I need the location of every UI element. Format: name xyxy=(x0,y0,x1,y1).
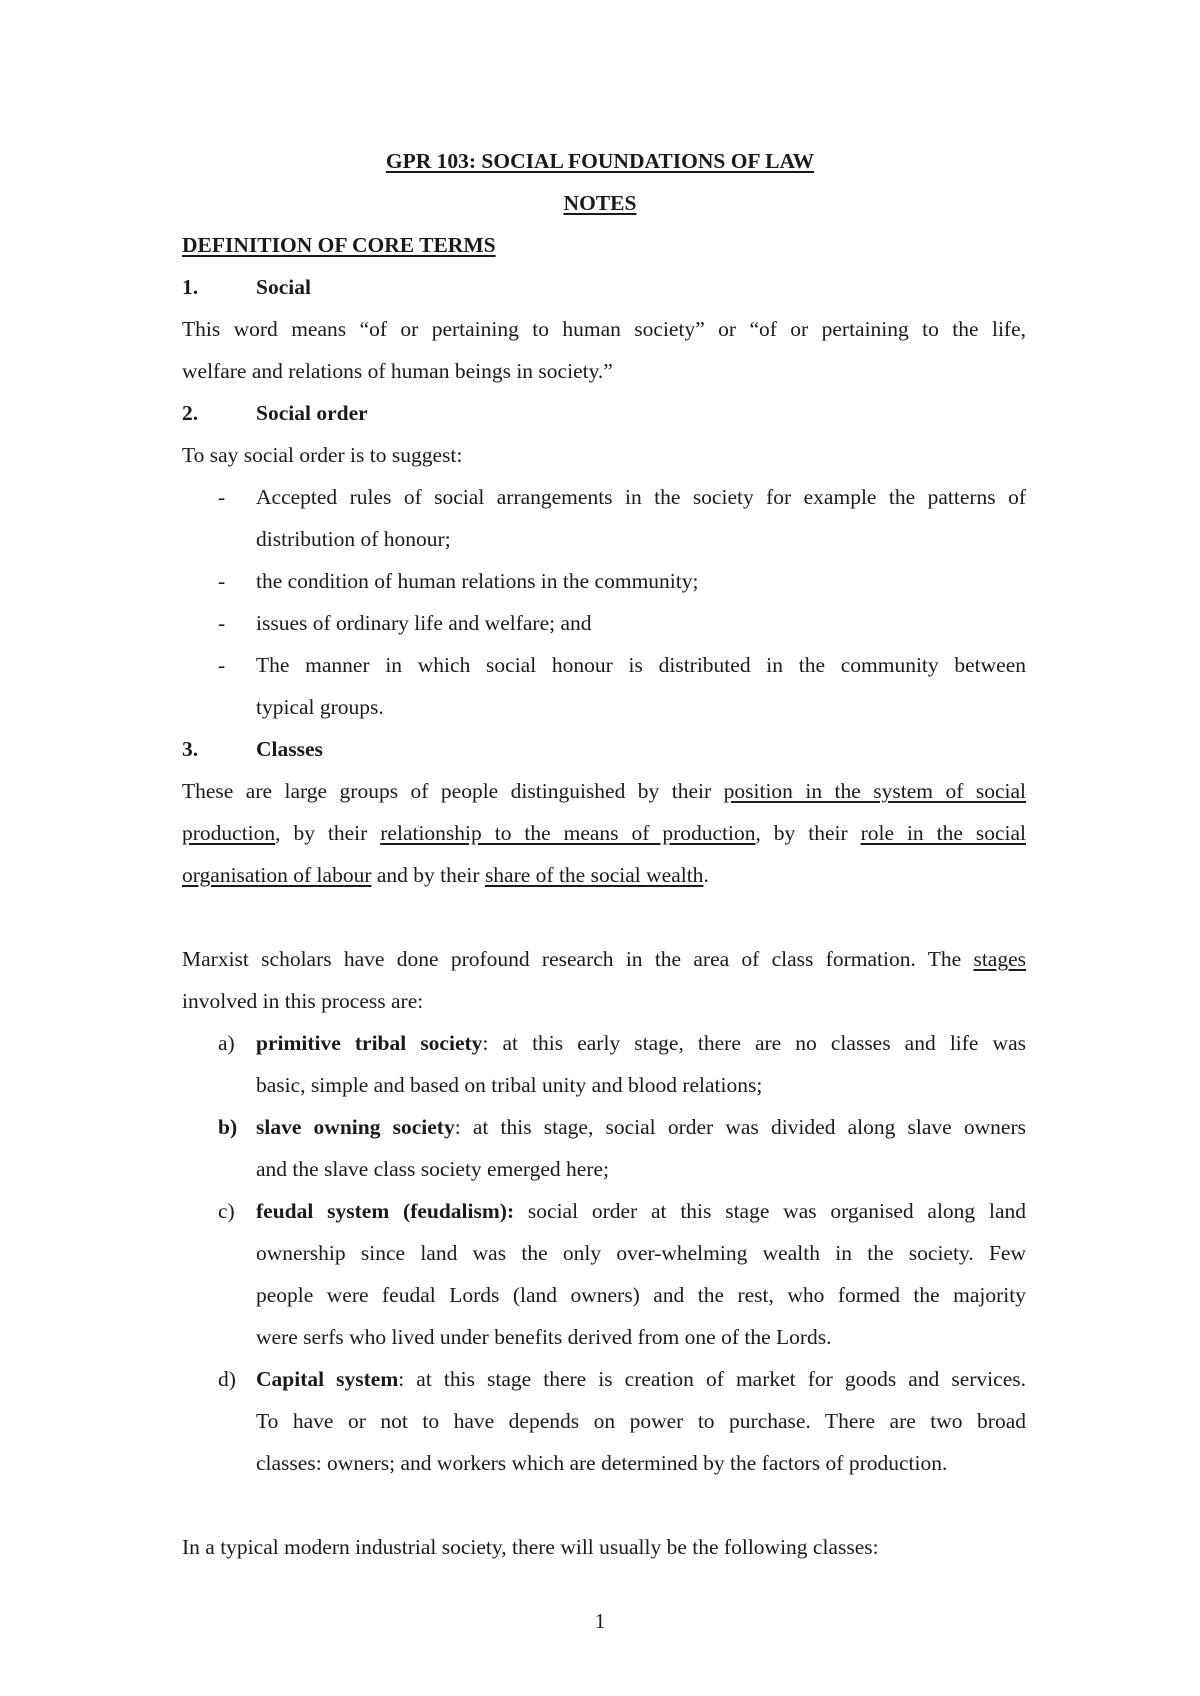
text-run: Marxist scholars have done profound research in the area of class formation. The xyxy=(182,947,974,971)
list-item-line: classes: owners; and workers which are determined by the factors of production. xyxy=(256,1451,948,1475)
list-item-line: basic, simple and based on tribal unity and blood relations; xyxy=(256,1073,763,1097)
term-number: 1. xyxy=(182,275,199,299)
bullet-dash: - xyxy=(218,569,226,593)
term-heading: Social xyxy=(256,275,311,299)
text-run: . xyxy=(703,863,709,887)
bullet-line: the condition of human relations in the community; xyxy=(256,569,699,593)
paragraph-line: welfare and relations of human beings in society.” xyxy=(182,359,613,383)
bullet-line: issues of ordinary life and welfare; and xyxy=(256,611,592,635)
list-item-line: ownership since land was the only over-whelming wealth in the society. Few xyxy=(256,1241,1026,1265)
text-run: : at this early stage, there are no classes and life was xyxy=(482,1031,1026,1055)
bullet-line: typical groups. xyxy=(256,695,384,719)
document-subtitle: NOTES xyxy=(563,191,637,215)
term-number: 2. xyxy=(182,401,199,425)
text-run: , by their xyxy=(275,821,381,845)
text-run: : at this stage, social order was divided along slave owners xyxy=(454,1115,1026,1139)
underlined-text: organisation of labour xyxy=(182,863,372,887)
page-number: 1 xyxy=(594,1609,606,1633)
term-heading: Classes xyxy=(256,737,323,761)
list-term: Capital system xyxy=(256,1367,399,1391)
paragraph-line: This word means “of or pertaining to human society” or “of or pertaining to the life, xyxy=(182,317,1026,341)
list-item-line: were serfs who lived under benefits derived from one of the Lords. xyxy=(256,1325,832,1349)
underlined-text: position in the system of social xyxy=(723,779,1026,803)
term-number: 3. xyxy=(182,737,199,761)
text-run: : at this stage there is creation of market for goods and services. xyxy=(398,1367,1026,1391)
list-item-line xyxy=(256,1030,1026,1056)
list-item-line xyxy=(256,1198,1026,1224)
underlined-text: production xyxy=(182,821,276,845)
list-item-line: people were feudal Lords (land owners) and the rest, who formed the majority xyxy=(256,1283,1026,1307)
list-term: slave owning society xyxy=(256,1115,455,1139)
list-label: b) xyxy=(218,1115,238,1139)
list-label: c) xyxy=(218,1199,235,1223)
underlined-text: role in the social xyxy=(860,821,1026,845)
list-label: a) xyxy=(218,1031,235,1055)
paragraph-line xyxy=(182,778,1026,804)
document-title: GPR 103: SOCIAL FOUNDATIONS OF LAW xyxy=(385,149,815,173)
list-term: feudal system (feudalism): xyxy=(256,1199,515,1223)
text-run: These are large groups of people distinguished by their xyxy=(182,779,724,803)
list-term: primitive tribal society xyxy=(256,1031,483,1055)
text-run: social order at this stage was organised along land xyxy=(514,1199,1026,1223)
bullet-dash: - xyxy=(218,611,226,635)
list-item-line xyxy=(256,1114,1026,1140)
bullet-dash: - xyxy=(218,653,226,677)
bullet-line: Accepted rules of social arrangements in the society for example the patterns of xyxy=(256,485,1026,509)
list-item-line: To have or not to have depends on power to purchase. There are two broad xyxy=(256,1409,1026,1433)
bullet-line: The manner in which social honour is distributed in the community between xyxy=(256,653,1026,677)
term-heading: Social order xyxy=(256,401,368,425)
paragraph-line: In a typical modern industrial society, there will usually be the following classes: xyxy=(182,1535,879,1559)
underlined-text: relationship to the means of production xyxy=(380,821,756,845)
bullet-dash: - xyxy=(218,485,226,509)
underlined-text: share of the social wealth xyxy=(484,863,704,887)
section-heading: DEFINITION OF CORE TERMS xyxy=(182,233,496,257)
list-item-line: and the slave class society emerged here; xyxy=(256,1157,610,1181)
paragraph-line xyxy=(182,946,1026,972)
list-label: d) xyxy=(218,1367,236,1391)
paragraph-line: To say social order is to suggest: xyxy=(182,443,463,467)
underlined-text: stages xyxy=(973,947,1026,971)
paragraph-line: involved in this process are: xyxy=(182,989,424,1013)
paragraph-line xyxy=(182,820,1026,846)
text-run: , by their xyxy=(755,821,861,845)
list-item-line xyxy=(256,1366,1026,1392)
paragraph-line xyxy=(182,862,709,888)
bullet-line: distribution of honour; xyxy=(256,527,451,551)
text-run: and by their xyxy=(371,863,485,887)
